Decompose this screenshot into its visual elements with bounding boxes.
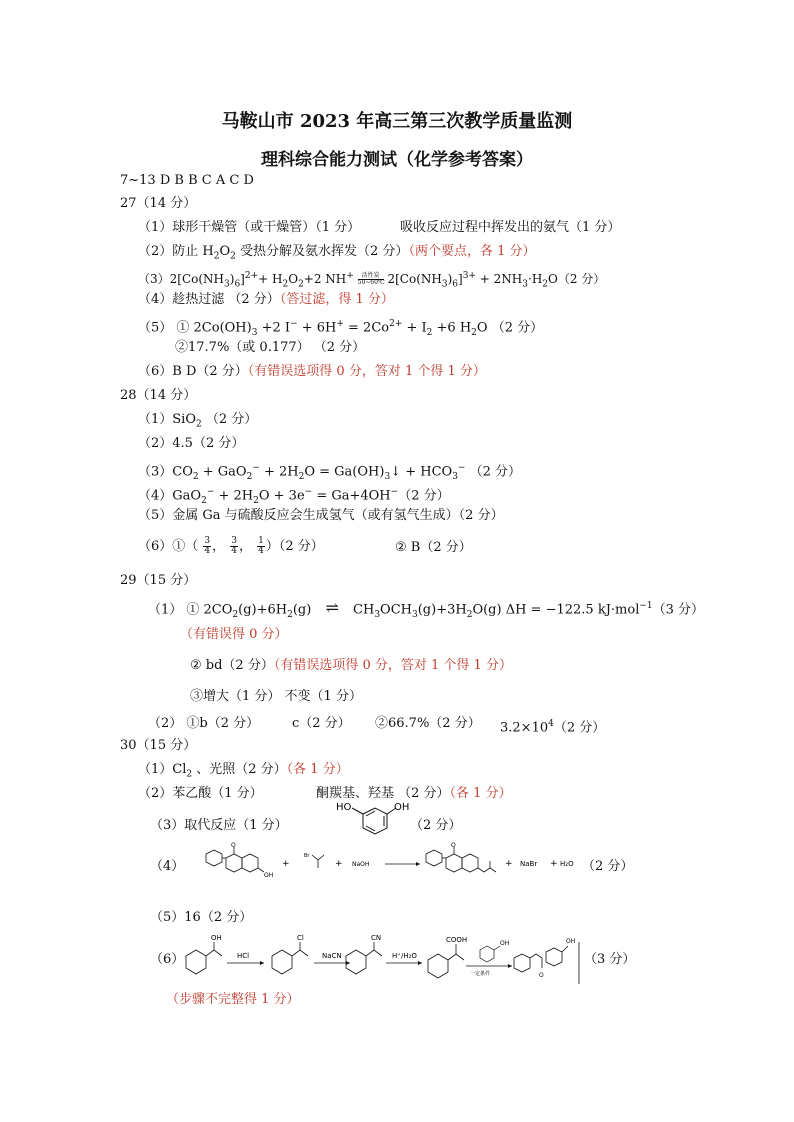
q27-a1-part2: 吸收反应过程中挥发出的氨气（1 分） <box>400 220 621 235</box>
q28-a4: $(4)GaO_2^- + 2H_2O + 3e^- = Ga+4OH^-(2$ 分） <box>138 487 450 506</box>
q30-a5: （5）16（2 分） <box>150 910 253 925</box>
q28-a3: $(3)CO_2 + GaO_2^- + 2H_2O$ = $Ga(OH)_3↓ + HCO_3^-$ （2 分） <box>138 463 522 482</box>
q28-a6b: ② B（2 分） <box>395 540 472 555</box>
q29-heading: 29（15 分） <box>120 573 197 588</box>
q29-a1-note: （有错误得 0 分） <box>180 627 288 642</box>
q27-a4: （4）趁热过滤 （2 分）（答过滤，得 1 分） <box>138 292 394 307</box>
q29-b4: $3.2\times 10^4(2$ 分） <box>500 719 606 736</box>
q30-a6-note: （步骤不完整得 1 分） <box>166 992 300 1007</box>
q28-a6: （6）①（ $\frac{3}{4}$ ， $\frac{3}{4}$ ， $\frac{1}{4}$ ）（2 分） <box>138 536 324 556</box>
q29-a1: （1） ① $2CO_2(g)+6H_2(g)$ ⇌ $CH_3OCH_3(g)+3H_2O(g) \Delta H = -122.5$ kJ·mol$^{-1}$（3 分） <box>148 598 705 620</box>
svg-text:+: + <box>550 859 558 869</box>
reaction-condition: 活性炭 50~60℃ <box>357 272 385 286</box>
q29-b1: （2） ①b（2 分） <box>148 716 260 731</box>
q27-a6-note: （有错误选项得 0 分，答对 1 个得 1 分） <box>247 364 486 379</box>
q29-a3: ③增大（1 分） 不变（1 分） <box>190 689 362 704</box>
q27-a3: $(3)2[Co(NH_3)_6]^{2+}+ H_2O_2+2$ NH+ 活性炭 50~60℃ $2[Co(NH_3)_6]^{3+} + 2NH_3\cdot H_2O(2$ 分） <box>138 271 606 290</box>
svg-text:OH: OH <box>211 934 222 942</box>
q30-a4-label: （4） <box>150 859 185 874</box>
q27-a2-note: （两个要点，各 1 分） <box>408 244 536 259</box>
naoh-reagent: NaOH <box>352 861 370 868</box>
svg-text:OH: OH <box>566 938 576 945</box>
q30-heading: 30（15 分） <box>120 738 197 753</box>
svg-text:COOH: COOH <box>446 936 468 944</box>
isopropyl-bromide <box>304 853 324 868</box>
svg-text:OH: OH <box>394 802 410 813</box>
q29-a2-note: （有错误选项得 0 分，答对 1 个得 1 分） <box>273 658 512 673</box>
q30-a2a: （2）苯乙酸（1 分） <box>138 786 263 801</box>
q29-b3: ②66.7%（2 分） <box>375 716 481 731</box>
svg-text:O: O <box>539 972 544 979</box>
svg-text:一定条件: 一定条件 <box>470 971 491 977</box>
svg-text:CN: CN <box>371 934 382 942</box>
phenylpropionic-acid <box>428 936 467 978</box>
q27-a1-part1: （1）球形干燥管（或干燥管）（1 分） <box>138 220 361 235</box>
svg-text:HCl: HCl <box>237 952 250 960</box>
svg-text:HO: HO <box>336 802 352 813</box>
mc-answers: 7~13 D B B C A C D <box>120 173 254 188</box>
q27-heading: 27（14 分） <box>120 196 197 211</box>
svg-text:H₂O: H₂O <box>560 860 574 868</box>
q28-a1: （1）SiO$_2$ （2 分） <box>138 412 258 430</box>
q30-a3: （3）取代反应（1 分） <box>150 818 288 833</box>
svg-text:+: + <box>282 859 290 869</box>
q29-a2: ② bd（2 分）（有错误选项得 0 分，答对 1 个得 1 分） <box>190 658 512 673</box>
svg-text:OH: OH <box>500 940 510 947</box>
q29-b2: c（2 分） <box>292 716 351 731</box>
phenol-reagent <box>480 940 509 962</box>
q30-a2b: 酮羰基、羟基 （2 分）（各 1 分） <box>316 786 512 801</box>
q27-a5: （5） ① $2Co(OH)_3 +2$ $I^- + 6H^+ = 2Co^{2+} + I_2 +6$ $H_2O$ （2 分） <box>138 319 544 338</box>
q30-a3-score: （2 分） <box>410 818 462 833</box>
q30-a6-score: （3 分） <box>584 952 636 967</box>
q30-a4-reaction <box>200 842 620 892</box>
q30-a2-note: （各 1 分） <box>449 786 512 801</box>
svg-text:Cl: Cl <box>297 934 304 942</box>
resorcinol-structure <box>330 800 410 844</box>
q30-a1: $(1)Cl_2$ 、光照（2 分）（各 1 分） <box>138 762 349 780</box>
q30-a1-note: （各 1 分） <box>286 762 349 777</box>
q27-a5b: ②17.7%（或 0.177） （2 分） <box>175 340 366 355</box>
q28-heading: 28（14 分） <box>120 388 197 403</box>
page-title: 马鞍山市 2023 年高三第三次教学质量监测 <box>221 111 573 132</box>
chloroethylbenzene <box>272 934 308 974</box>
q30-a6-synthesis-route <box>182 930 582 990</box>
svg-text:NaCN: NaCN <box>322 952 342 960</box>
q27-a4-note: （答过滤，得 1 分） <box>279 292 394 307</box>
svg-text:+: + <box>505 859 513 869</box>
isoflavone-product <box>426 842 496 872</box>
q27-a6: （6）B D（2 分）（有错误选项得 0 分，答对 1 个得 1 分） <box>138 364 486 379</box>
q30-a4-score: （2 分） <box>582 859 634 874</box>
q27-a2: （2）防止 $H_2O_2$ 受热分解及氨水挥发（2 分）（两个要点，各 1 分） <box>138 244 536 262</box>
q28-a5: （5）金属 Ga 与硫酸反应会生成氢气（或有氢气生成）（2 分） <box>138 508 504 523</box>
q30-a6-label: （6） <box>150 952 185 967</box>
isoflavone-reactant <box>206 842 273 879</box>
svg-text:OH: OH <box>264 872 274 879</box>
svg-text:O: O <box>231 842 236 849</box>
svg-text:H⁺/H₂O: H⁺/H₂O <box>392 952 417 960</box>
svg-text:+: + <box>335 859 343 869</box>
q28-a2: （2）4.5（2 分） <box>138 436 245 451</box>
page-subtitle: 理科综合能力测试（化学参考答案） <box>261 150 533 170</box>
phenylethanol <box>186 934 222 974</box>
svg-text:O: O <box>451 842 456 849</box>
ketone-product <box>514 938 575 979</box>
phenylpropionitrile <box>346 934 382 974</box>
svg-text:NaBr: NaBr <box>520 860 538 868</box>
svg-text:Br: Br <box>304 853 310 859</box>
